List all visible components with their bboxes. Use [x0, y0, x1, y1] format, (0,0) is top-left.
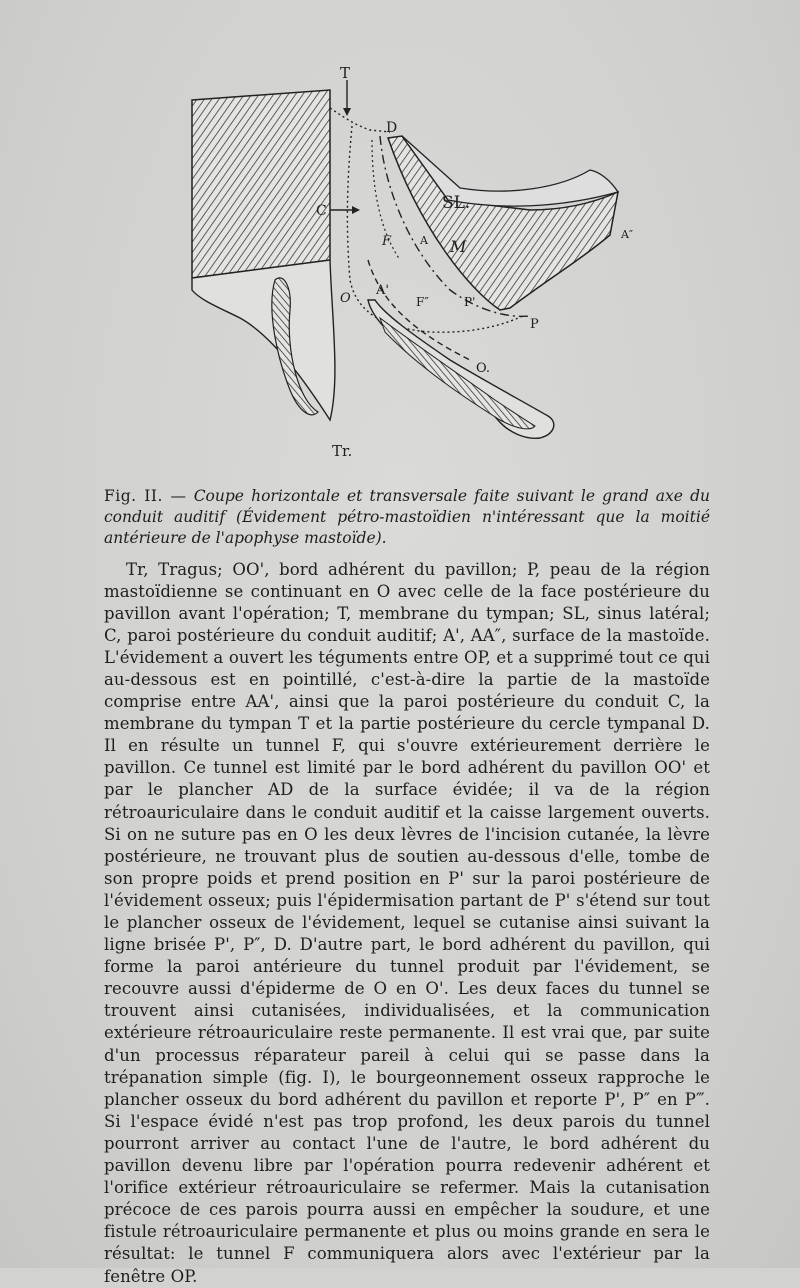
label-A-prime: A': [376, 283, 389, 298]
label-O-prime: O: [340, 291, 351, 306]
label-A: A: [420, 234, 428, 247]
label-O: O.: [476, 361, 491, 376]
label-T: T: [340, 64, 351, 82]
label-F-double: F″: [416, 295, 429, 309]
label-P-prime: P': [464, 295, 476, 309]
pavillon-cartilage-shape: [380, 318, 535, 429]
label-Tr: Tr.: [332, 442, 353, 460]
caption-text: Coupe horizontale et transversale faite suivant le grand axe du conduit auditif (Évidement pétro-mastoïdien n'intéressant que la moitié antérieure de l'apophyse mastoïde).: [104, 486, 710, 547]
tragus-shape: [192, 260, 335, 420]
anterior-wall-shape: [192, 90, 330, 278]
label-A-double: A″: [621, 228, 634, 241]
label-C: C: [316, 203, 327, 219]
label-P: P: [530, 317, 539, 332]
label-SL: SL.: [442, 193, 471, 213]
anatomical-figure: [180, 60, 650, 470]
label-D: D: [386, 120, 398, 136]
body-paragraph: Tr, Tragus; OO', bord adhérent du pavillon; P, peau de la région mastoïdienne se continuant en O avec celle de la face postérieure du pavillon avant l'opération; T, membrane du tympan; SL, sinus latéral; C, paroi postérieure du conduit auditif; A', AA″, surface de la mastoïde. L'évidement a ouvert les téguments entre OP, et a supprimé tout ce qui au-dessous est en pointillé, c'est-à-dire la partie de la mastoïde comprise entre AA', ainsi que la paroi postérieure du conduit C, la membrane du tympan T et la partie postérieure du cercle tympanal D. Il en résulte un tunnel F, qui s'ouvre extérieurement derrière le pavillon. Ce tunnel est limité par le bord adhérent du pavillon OO' et par le plancher AD de la surface évidée; il va de la région rétroauriculaire dans le conduit auditif et la caisse largement ouverts. Si on ne suture pas en O les deux lèvres de l'incision cutanée, la lèvre postérieure, ne trouvant plus de soutien au-dessous d'elle, tombe de son propre poids et prend position en P' sur la paroi postérieure de l'évidement osseux; puis l'épidermisation partant de P' s'étend sur tout le plancher osseux de l'évidement, lequel se cutanise ainsi suivant la ligne brisée P', P″, D. D'autre part, le bord adhérent du pavillon, qui forme la paroi antérieure du tunnel produit par l'évidement, se recouvre aussi d'épiderme de O en O'. Les deux faces du tunnel se trouvent ainsi cutanisées, individualisées, et la communication extérieure rétroauriculaire reste permanente. Il est vrai que, par suite d'un processus réparateur pareil à celui qui se passe dans la trépanation simple (fig. I), le bourgeonnement osseux rapproche le plancher osseux du bord adhérent du pavillon et reporte P', P″ en P‴. Si l'espace évidé n'est pas trop profond, les deux parois du tunnel pourront arriver au contact l'une de l'autre, le bord adhérent du pavillon devenu libre par l'opération pourra redevenir adhérent et l'orifice extérieur rétroauriculaire se refermer. Mais la cutanisation précoce de ces parois pourra aussi en empêcher la soudure, et une fistule rétroauriculaire permanente et plus ou moins grande en sera le résultat: le tunnel F communiquera alors avec l'extérieur par la fenêtre OP.: [104, 559, 710, 1286]
label-M: M: [450, 237, 467, 256]
figure-caption: [104, 486, 710, 549]
label-F: F: [382, 234, 392, 249]
pavillon-shape: [368, 300, 554, 438]
dotted-contour-line: [330, 108, 390, 132]
caption-lead: Fig. II. —: [104, 486, 187, 505]
